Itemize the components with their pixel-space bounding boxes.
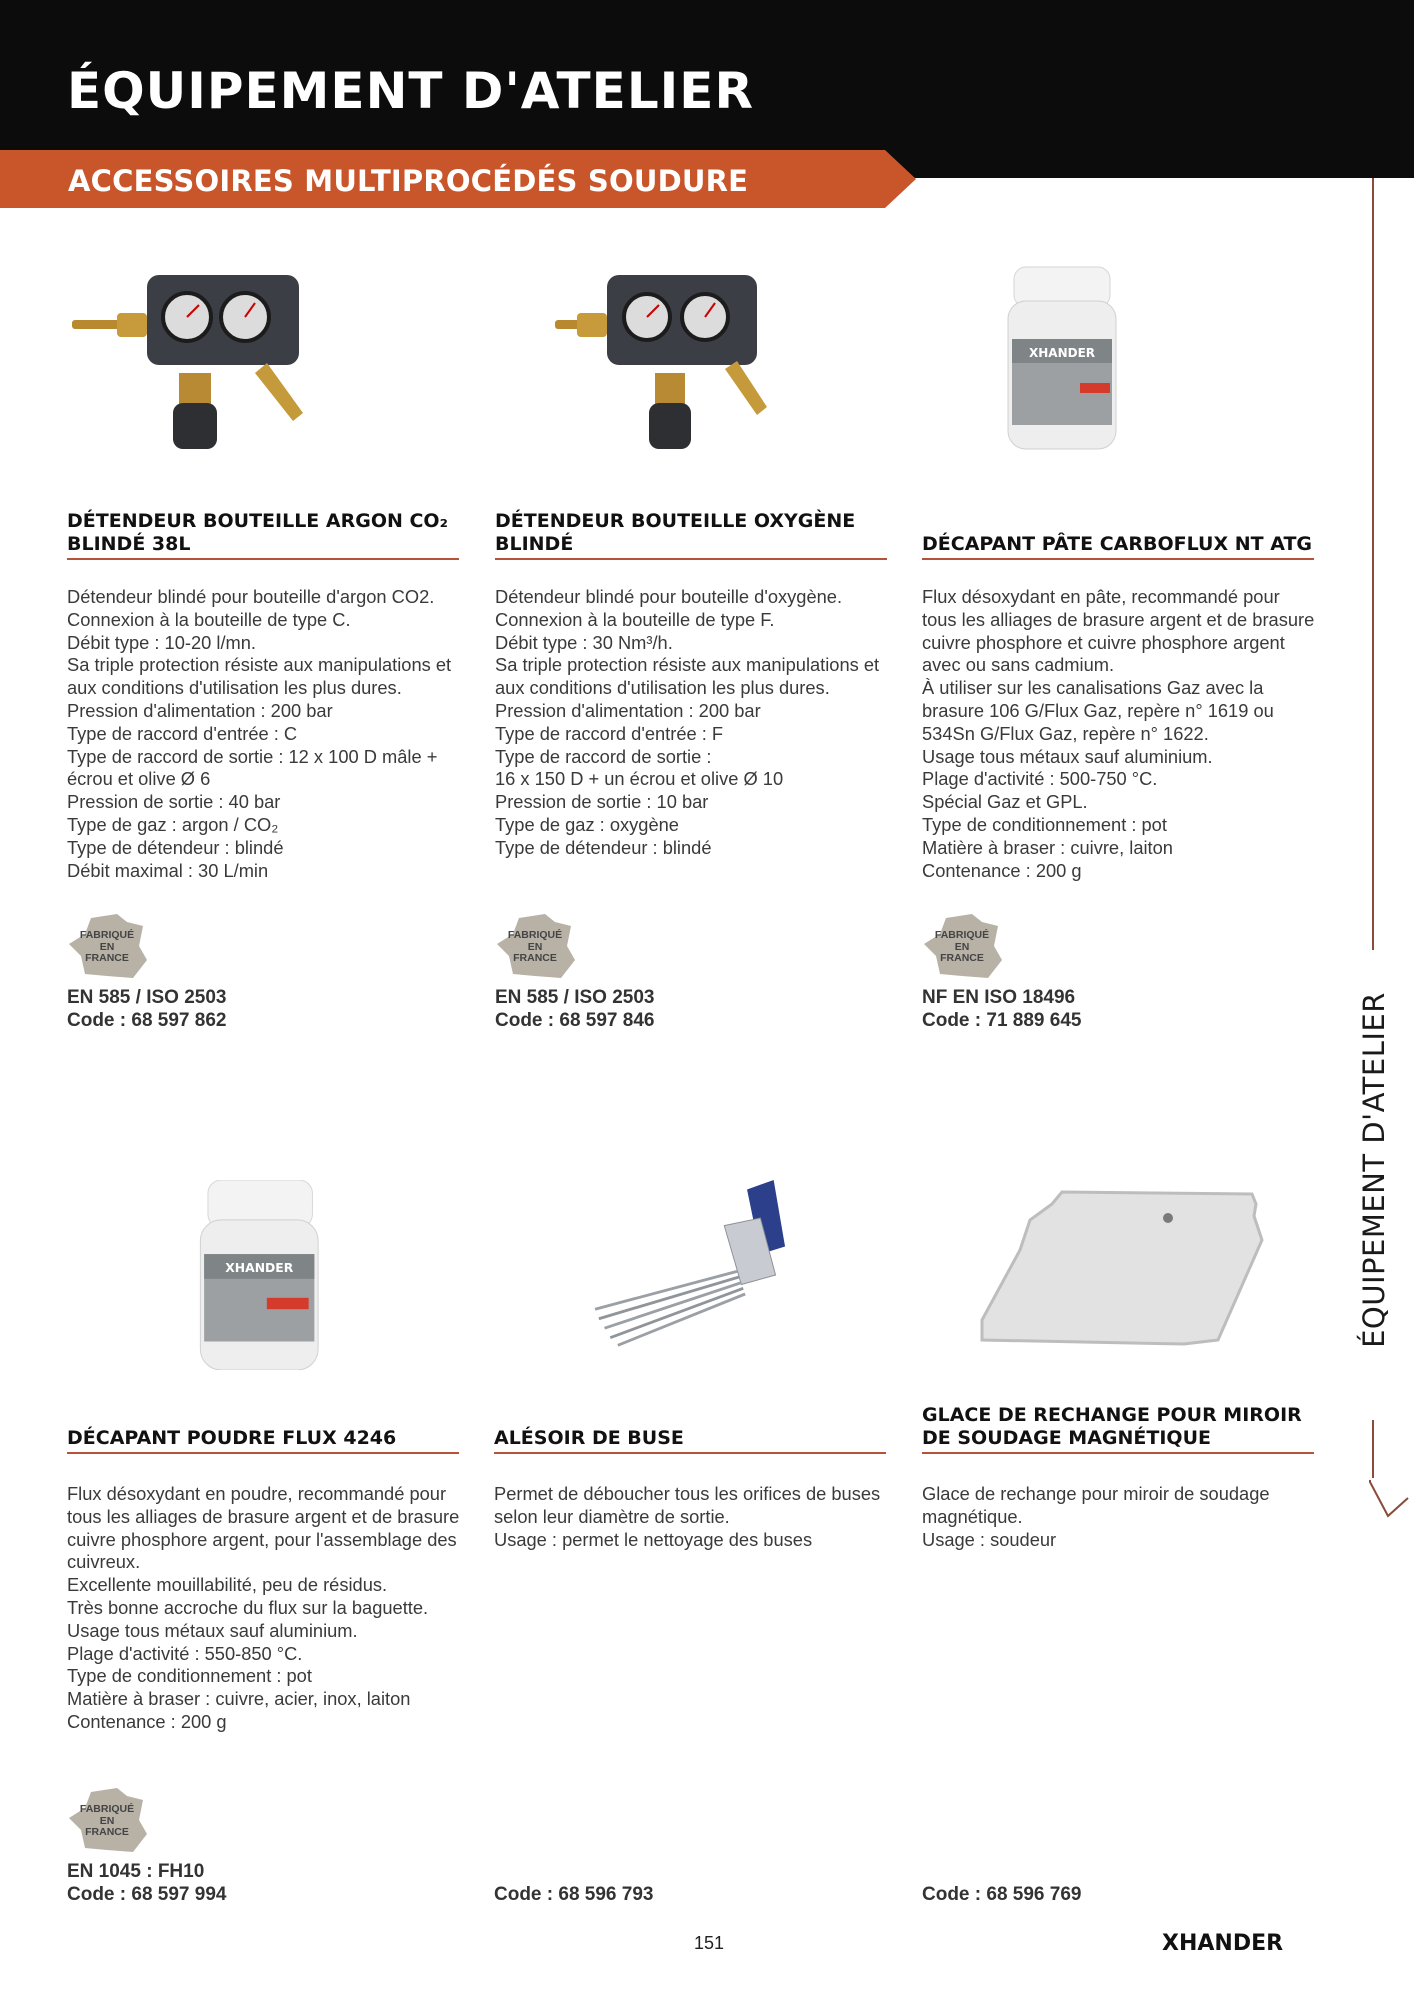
product-norm: EN 585 / ISO 2503 xyxy=(495,987,655,1008)
product-description: Glace de rechange pour miroir de soudage magnétique. Usage : soudeur xyxy=(922,1483,1270,1550)
gas-regulator-image xyxy=(67,265,461,455)
product-norm: NF EN ISO 18496 xyxy=(922,987,1076,1008)
product-description: Flux désoxydant en pâte, recommandé pour tous les alliages de brasure argent et de brasure cuivre phosphore et cuivre phosphore argent avec ou sans cadmium. À utiliser sur les canalisations Gaz avec la brasure 106 G/Flux Gaz, repère n° 1619 ou 534Sn G/Flux Gaz, repère n° 1622. Usage tous métaux sauf aluminium. Plage d'activité : 500-750 °C. Spécial Gaz et GPL. Type de conditionnement : pot Matière à braser : cuivre, laiton Contenance : 200 g xyxy=(922,586,1315,881)
side-section-label: ÉQUIPEMENT D'ATELIER xyxy=(1357,992,1391,1348)
product-description: Détendeur blindé pour bouteille d'argon CO2. Connexion à la bouteille de type C. Débit type : 10-20 l/mn. Sa triple protection résiste aux manipulations et aux conditions d'utilisation les plus dures. Pression d'alimentation : 200 bar Type de raccord d'entrée : C Type de raccord de sortie : 12 x 100 D mâle + écrou et olive Ø 6 Pression de sortie : 40 bar Type de gaz : argon / CO₂ Type de détendeur : blindé Débit maximal : 30 L/min xyxy=(67,586,452,881)
made-in-france-badge: FABRIQUÉ EN FRANCE xyxy=(67,1786,147,1854)
product-norm: EN 585 / ISO 2503 xyxy=(67,987,227,1008)
product-code: Code : 71 889 645 xyxy=(922,1010,1082,1031)
side-arrow-icon xyxy=(1368,1480,1410,1520)
page-number: 151 xyxy=(694,1933,725,1953)
product-code: Code : 68 597 846 xyxy=(495,1010,655,1031)
section-subtitle: ACCESSOIRES MULTIPROCÉDÉS SOUDURE xyxy=(68,164,749,198)
product-code: Code : 68 596 769 xyxy=(922,1884,1082,1905)
brand-logo xyxy=(1162,1928,1316,1958)
product-name: DÉTENDEUR BOUTEILLE OXYGÈNE BLINDÉ xyxy=(495,490,887,560)
gas-regulator-image xyxy=(495,265,889,455)
product-name: DÉCAPANT PÂTE CARBOFLUX NT ATG xyxy=(922,490,1314,560)
page-title: ÉQUIPEMENT D'ATELIER xyxy=(67,62,754,120)
product-name: GLACE DE RECHANGE POUR MIROIR DE SOUDAGE MAGNÉTIQUE xyxy=(922,1364,1314,1454)
product-name: DÉCAPANT POUDRE FLUX 4246 xyxy=(67,1410,459,1454)
made-in-france-badge: FABRIQUÉ EN FRANCE xyxy=(495,912,575,980)
flux-jar-image xyxy=(67,1180,461,1370)
flux-jar-image xyxy=(922,265,1316,455)
product-name: ALÉSOIR DE BUSE xyxy=(494,1410,886,1454)
product-code: Code : 68 596 793 xyxy=(494,1884,654,1905)
product-code: Code : 68 597 862 xyxy=(67,1010,227,1031)
product-norm: EN 1045 : FH10 xyxy=(67,1861,205,1882)
svg-text:XHANDER: XHANDER xyxy=(225,1261,294,1276)
made-in-france-badge: FABRIQUÉ EN FRANCE xyxy=(67,912,147,980)
made-in-france-badge: FABRIQUÉ EN FRANCE xyxy=(922,912,1002,980)
product-description: Détendeur blindé pour bouteille d'oxygène. Connexion à la bouteille de type F. Débit type : 30 Nm³/h. Sa triple protection résiste aux manipulations et aux conditions d'utilisation les plus dures. Pression d'alimentation : 200 bar Type de raccord d'entrée : F Type de raccord de sortie : 16 x 150 D + un écrou et olive Ø 10 Pression de sortie : 10 bar Type de gaz : oxygène Type de détendeur : blindé xyxy=(495,586,880,858)
svg-text:XHANDER: XHANDER xyxy=(1028,346,1096,360)
nozzle-reamer-image xyxy=(494,1180,888,1370)
product-code: Code : 68 597 994 xyxy=(67,1884,227,1905)
svg-text:XHANDER: XHANDER xyxy=(1162,1931,1284,1956)
mirror-glass-image xyxy=(922,1180,1316,1370)
product-description: Permet de déboucher tous les orifices de buses selon leur diamètre de sortie. Usage : permet le nettoyage des buses xyxy=(494,1483,881,1550)
product-description: Flux désoxydant en poudre, recommandé pour tous les alliages de brasure argent et de brasure cuivre phosphore argent, pour l'assemblage des cuivreux. Excellente mouillabilité, peu de résidus. Très bonne accroche du flux sur la baguette. Usage tous métaux sauf aluminium. Plage d'activité : 550-850 °C. Type de conditionnement : pot Matière à braser : cuivre, acier, inox, laiton Contenance : 200 g xyxy=(67,1483,460,1732)
product-name: DÉTENDEUR BOUTEILLE ARGON CO₂ BLINDÉ 38L xyxy=(67,490,459,560)
